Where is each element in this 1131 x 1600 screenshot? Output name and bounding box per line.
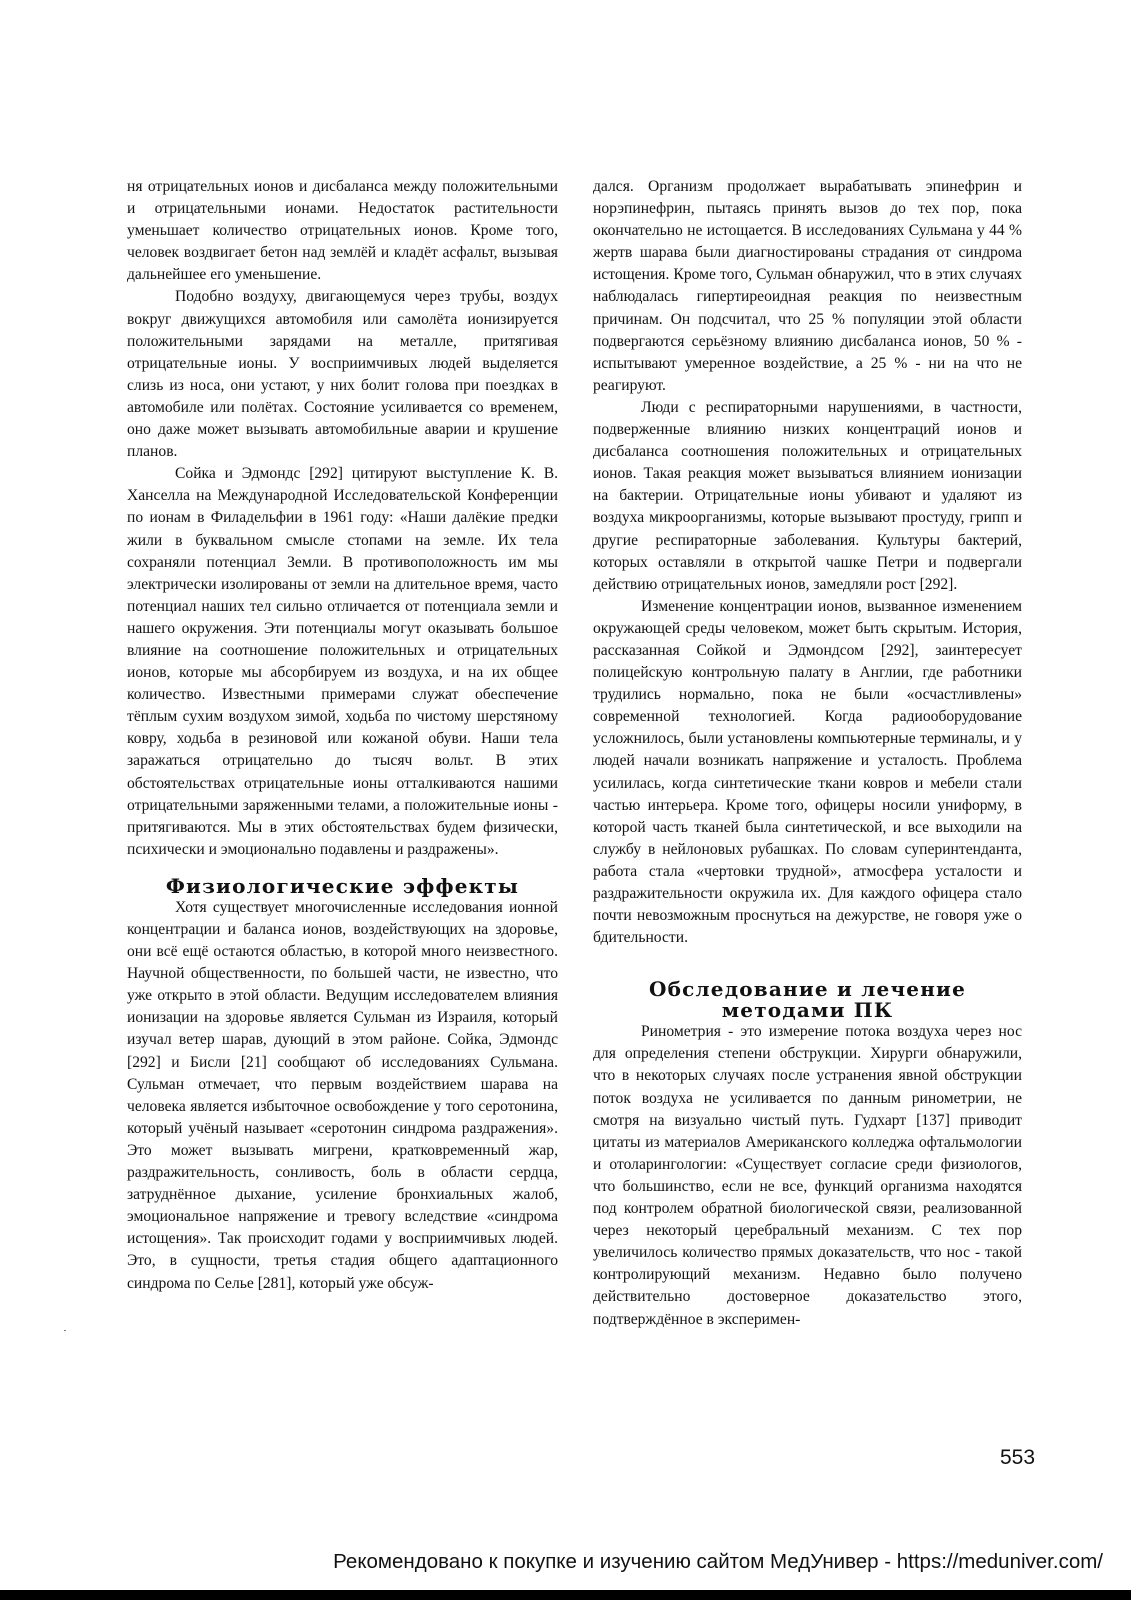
footer-recommendation: Рекомендовано к покупке и изучению сайтом МедУнивер - https://meduniver.com/	[333, 1550, 1103, 1573]
paragraph: дался. Организм продолжает вырабатывать эпинефрин и норэпинефрин, пытаясь принять вызов до тех пор, пока окончательно не истощается. В исследованиях Сульмана у 44 % жертв шарава были диагностированы страдания от синдрома истощения. Кроме того, Сульман обнаружил, что в этих случаях наблюдалась гипертиреоидная реакция по неизвестным причинам. Он подсчитал, что 25 % популяции этой области подвергаются серьёзному влиянию дисбаланса ионов, 50 % - испытывают умеренное воздействие, а 25 % - ни на что не реагируют.	[593, 178, 1022, 394]
section-heading-text: Физиологические эффекты	[165, 873, 520, 898]
left-column	[127, 176, 558, 1295]
paragraph: Изменение концентрации ионов, вызванное изменением окружающей среды человеком, может быть скрытым. История, рассказанная Сойкой и Эдмондсом [292], заинтересует полицейскую контрольную палату в Англии, где работники трудились нормально, пока не были «осчастливлены» современной технологией. Когда радиооборудование усложнилось, были установлены компьютерные терминалы, и у людей начали возникать напряжение и усталость. Проблема усилилась, когда синтетические ткани ковров и мебели стали частью интерьера. Кроме того, офицеры носили униформу, в которой часть тканей была синтетической, и все выходили на службу в нейлоновых рубашках. По словам суперинтенданта, работа стала «чертовки трудной», атмосфера усталости и раздражительности окружила их. Для каждого офицера стало почти невозможным проснуться на дежурстве, не говоря уже о бдительности.	[593, 597, 1022, 947]
paragraph: Хотя существует многочисленные исследования ионной концентрации и баланса ионов, воздействующих на здоровье, они всё ещё остаются областью, в которой много неизвестного. Научной общественности, по большей части, не известно, что уже открыто в этой области. Ведущим исследователем влияния ионизации на здоровье является Сульман из Израиля, который изучал ветер шарав, дующий в этом районе. Сойка, Эдмондс [292] и Бисли [21] сообщают об исследованиях Сульмана. Сульман отмечает, что первым воздействием шарава на человека является избыточное освобождение у того серотонина, который учёный называет «серотонин синдрома раздражения». Это может вызывать мигрени, кратковременный жар, раздражительность, сонливость, боль в области сердца, затруднённое дыхание, усиление бронхиальных жалоб, эмоциональное напряжение и тревогу вследствие «синдрома истощения». Так происходит годами у восприимчивых людей. Это, в сущности, третья стадия общего адаптационного синдрома по Селье [281], который уже обсуж-	[127, 898, 558, 1292]
right-column	[593, 176, 1022, 1331]
section-heading-line: методами ПК	[721, 998, 894, 1023]
section-heading	[127, 873, 558, 898]
paragraph: Люди с респираторными нарушениями, в частности, подверженные влиянию низких концентраций ионов и дисбаланса соотношения положительных и отрицательных ионов. Такая реакция может вызываться влиянием ионизации на бактерии. Отрицательные ионы убивают и удаляют из воздуха микроорганизмы, которые вызывают простуду, грипп и другие респираторные заболевания. Культуры бактерий, которых оставляли в открытой чашке Петри и подвергали действию отрицательных ионов, замедляли рост [292].	[593, 398, 1022, 593]
bottom-border	[0, 1590, 1131, 1600]
paragraph: Подобно воздуху, двигающемуся через трубы, воздух вокруг движущихся автомобиля или самолёта ионизируется положительными зарядами на металле, притягивая отрицательные ионы. У восприимчивых людей выделяется слизь из носа, они устают, у них болит голова при поездках в автомобиле или полётах. Состояние усиливается со временем, оно даже может вызывать автомобильные аварии и крушение планов.	[127, 288, 558, 461]
scan-speck	[64, 1330, 66, 1331]
paragraph: Сойка и Эдмондс [292] цитируют выступление К. В. Ханселла на Международной Исследовательской Конференции по ионам в Филадельфии в 1961 году: «Наши далёкие предки жили в буквальном смысле стопами на земле. Их тела сохраняли потенциал Земли. В противоположность им мы электрически изолированы от земли на длительное время, часто потенциал наших тел сильно отличается от потенциала земли и нашего окружения. Эти потенциалы могут оказывать большое влияние на соотношение положительных и отрицательных ионов, которые мы абсорбируем из воздуха, и на их общее количество. Известными примерами служат обеспечение тёплым сухим воздухом зимой, ходьба по чистому шерстяному ковру, ходьба в резиновой или кожаной обуви. Наши тела заражаться отрицательно до тысяч вольт. В этих обстоятельствах отрицательные ионы отталкиваются нашими отрицательными заряженными телами, а положительные ионы - притягиваются. Мы в этих обстоятельствах будем физически, психически и эмоционально подавлены и раздражены».	[127, 465, 558, 858]
page-number: 553	[1000, 1446, 1036, 1469]
section-heading	[593, 979, 1022, 1021]
paragraph: Ринометрия - это измерение потока воздуха через нос для определения степени обструкции. Хирурги обнаружили, что в некоторых случаях после устранения явной обструкции поток воздуха не усиливается по данным ринометрии, не смотря на визуально чистый путь. Гудхарт [137] приводит цитаты из материалов Американского колледжа офтальмологии и отоларингологии: «Существует согласие среди физиологов, что большинство, если не все, функций организма находятся под контролем обратной биологической связи, реализованной через некоторый церебральный механизм. С тех пор увеличилось количество прямых доказательств, что нос - такой контролирующий механизм. Недавно было получено действительно достоверное доказательство этого, подтверждённое в эксперимен-	[593, 1023, 1022, 1328]
paragraph: ня отрицательных ионов и дисбаланса между положительными и отрицательными ионами. Недостаток растительности уменьшает количество отрицательных ионов. Кроме того, человек воздвигает бетон над землёй и кладёт асфальт, вызывая дальнейшее его уменьшение.	[127, 178, 558, 284]
section-heading-line: Обследование и лечение	[648, 977, 967, 1002]
